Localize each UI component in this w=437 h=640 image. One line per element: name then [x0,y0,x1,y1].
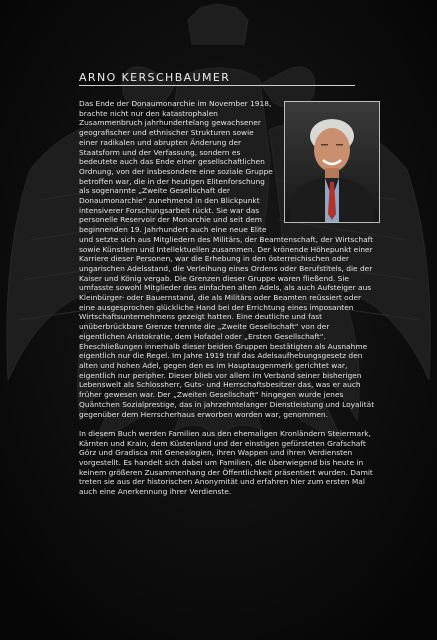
author-name: ARNO KERSCHBAUMER [79,71,231,84]
photo-wrap-spacer [275,99,375,231]
body-text [79,99,375,497]
paragraph-1: Das Ende der Donaumonarchie im November 1918, brachte nicht nur den katastrophalen Zusammenbruch jahrhundertelang gewachsener geografischer und ethnischer Strukturen sowie einer radikalen und abrupten Änderung der Staatsform und der Verfassung, sondern es bedeutete auch das Ende einer gesellschaftlichen Ordnung, von der insbesondere eine soziale Gruppe betroffen war, die in der heutigen Elitenforschung als sogenannte „Zweite Gesellschaft der Donaumonarchie“ zunehmend in den Blickpunkt intensiverer Forschungsarbeit rückt. Sie war das personelle Reservoir der Monarchie und seit dem beginnenden 19. Jahrhundert auch eine neue Elite und setzte sich aus Mitgliedern des Militärs, der Beamtenschaft, der Wirtschaft sowie Künstlern und Intellektuellen zusammen. Der krönende Höhepunkt einer Karriere dieser Personen, war die Erhebung in den österreichischen oder ungarischen Adelsstand, die Verleihung eines Ordens oder Berufstitels, die der Kaiser und König vergab. Die Grenzen dieser Gruppe waren fließend. Sie umfasste sowohl Mitglieder des einfachen alten Adels, als auch Aufsteiger aus Kleinbürger- oder Bauernstand, die als Militärs oder Beamten reüssiert oder eine ausgesprochen glückliche Hand bei der Errichtung eines imposanten Wirtschaftsunternehmens gezeigt hatten. Eine deutliche und fast unüberbrückbare Grenze trennte die „Zweite Gesellschaft“ von der eigentlichen Aristokratie, dem Hofadel oder „Ersten Gesellschaft“. Eheschließungen innerhalb dieser beiden Gruppen bestätigten als Ausnahme eigentlich nur die Regel. Im Jahre 1919 traf das Adelsaufhebungsgesetz den alten und hohen Adel, gegen den es im Hauptaugenmerk gerichtet war, eigentlich nur peripher. Dieser blieb vor allem im Verband seiner bisherigen Lebenswelt als Schlossherr, Guts- und Herrschaftsbesitzer das, was er auch früher gewesen war. Der „Zweiten Gesellschaft“ hingegen wurde jenes Quäntchen Sozialprestige, das in jahrzehntelanger Dienstleistung und Loyalität gegenüber dem Herrscherhaus erworben worden war, genommen. [79,99,375,419]
author-divider [79,85,355,86]
paragraph-2: In diesem Buch werden Familien aus den ehemaligen Kronländern Steiermark, Kärnten und Krain, dem Küstenland und der einstigen gefürsteten Grafschaft Görz und Gradisca mit Genealogien, ihren Wappen und ihren Verdiensten vorgestellt. Es handelt sich dabei um Familien, die überwiegend bis heute in keinem größeren Zusammenhang der Öffentlichkeit präsentiert wurden. Damit treten sie aus der historischen Anonymität und erfahren hier zum ersten Mal auch eine Anerkennung ihrer Verdienste. [79,428,373,497]
